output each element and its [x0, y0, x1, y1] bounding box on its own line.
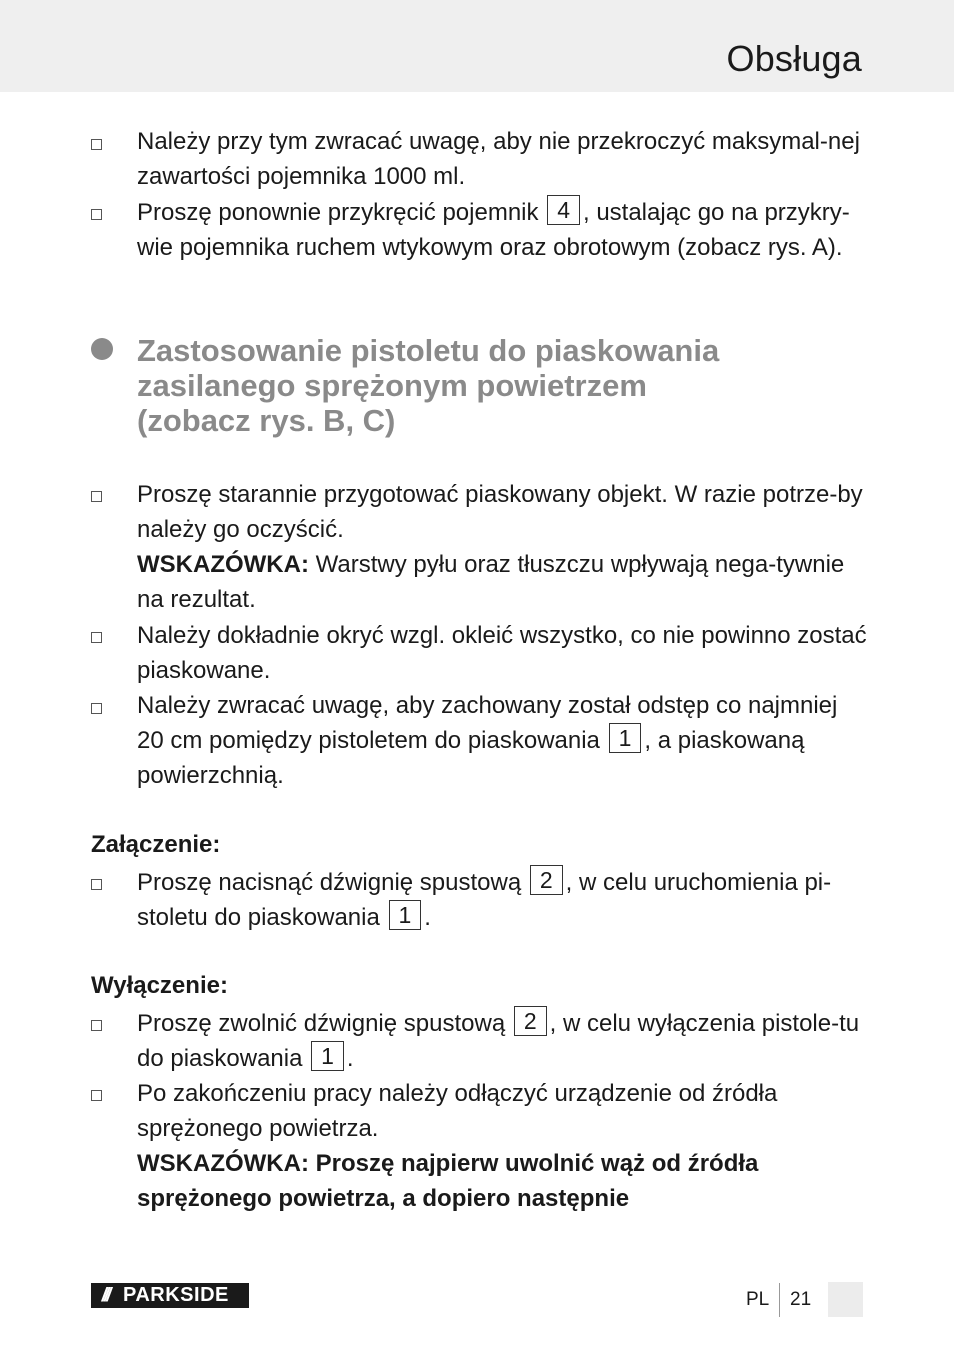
page-title: Obsługa: [726, 38, 862, 79]
language-code: PL: [746, 1289, 770, 1310]
bullet-icon: [91, 139, 102, 150]
switch-on-heading: Załączenie:: [91, 831, 221, 858]
off-item-1-post: .: [346, 1045, 354, 1072]
intro-item-1-text: Należy przy tym zwracać uwagę, aby nie przekroczyć maksymal-nej zawartości pojemnika 1000 ml.: [137, 128, 860, 190]
prep-item-3-post: , a piaskowaną powierzchnią.: [137, 727, 805, 789]
intro-item-2-pre: Proszę ponownie przykręcić pojemnik: [137, 199, 539, 226]
part-reference-4: 4: [547, 195, 580, 225]
note-label: WSKAZÓWKA:: [137, 551, 309, 578]
bullet-icon: [91, 632, 102, 643]
bullet-icon: [91, 703, 102, 714]
off-item-1-mid: , w celu wyłączenia pistole-tu do piaskowania: [137, 1010, 860, 1072]
off-item-1-pre: Proszę zwolnić dźwignię spustową: [137, 1010, 506, 1037]
bullet-icon: [91, 491, 102, 502]
list-item: [137, 1006, 867, 1076]
list-item: [137, 865, 867, 935]
section-heading-line1: Zastosowanie pistoletu do piaskowania: [137, 333, 720, 368]
page-number: 21: [790, 1289, 812, 1310]
prep-item-2-text: Należy dokładnie okryć wzgl. okleić wszystko, co nie powinno zostać piaskowane.: [137, 622, 867, 684]
prep-item-1-text: Proszę starannie przygotować piaskowany objekt. W razie potrze-by należy go oczyścić.: [137, 481, 863, 543]
footer-tab: [828, 1282, 863, 1317]
section-heading: [137, 333, 857, 438]
bullet-icon: [91, 879, 102, 890]
off-item-2-note: WSKAZÓWKA: Proszę najpierw uwolnić wąż od źródła sprężonego powietrza, a dopiero następnie: [137, 1150, 759, 1212]
section-bullet-icon: [91, 338, 113, 360]
on-item-mid: , w celu uruchomienia pi-stoletu do piaskowania: [137, 869, 832, 931]
part-reference-1: 1: [609, 723, 642, 753]
on-item-pre: Proszę nacisnąć dźwignię spustową: [137, 869, 522, 896]
list-item: [137, 618, 867, 688]
list-item: [137, 688, 867, 793]
intro-item-2-post: , ustalając go na przykry-wie pojemnika ruchem wtykowym oraz obrotowym (zobacz rys. A).: [137, 199, 850, 261]
prep-item-1-note: [137, 547, 867, 617]
part-reference-1: 1: [311, 1041, 344, 1071]
bullet-icon: [91, 209, 102, 220]
list-item: [137, 1076, 867, 1216]
prep-item-3-pre: Należy zwracać uwagę, aby zachowany został odstęp co najmniej 20 cm pomiędzy pistoletem do piaskowania: [137, 692, 838, 754]
bullet-icon: [91, 1020, 102, 1031]
list-item: [137, 477, 867, 617]
section-heading-line2: zasilanego sprężonym powietrzem: [137, 368, 647, 403]
part-reference-2: 2: [514, 1006, 547, 1036]
note-text: Warstwy pyłu oraz tłuszczu wpływają nega-tywnie na rezultat.: [137, 551, 845, 613]
off-item-2-text: Po zakończeniu pracy należy odłączyć urządzenie od źródła sprężonego powietrza.: [137, 1080, 778, 1142]
part-reference-2: 2: [530, 865, 563, 895]
bullet-icon: [91, 1090, 102, 1101]
footer-divider: [779, 1283, 780, 1317]
list-item: [137, 195, 867, 265]
logo-text: PARKSIDE: [123, 1284, 229, 1306]
logo-slashes: ///: [101, 1284, 109, 1306]
list-item: [137, 124, 867, 194]
part-reference-1: 1: [389, 900, 422, 930]
section-heading-line3: (zobacz rys. B, C): [137, 403, 396, 438]
on-item-post: .: [424, 904, 431, 931]
brand-logo: [91, 1283, 249, 1308]
switch-off-heading: Wyłączenie:: [91, 972, 228, 999]
